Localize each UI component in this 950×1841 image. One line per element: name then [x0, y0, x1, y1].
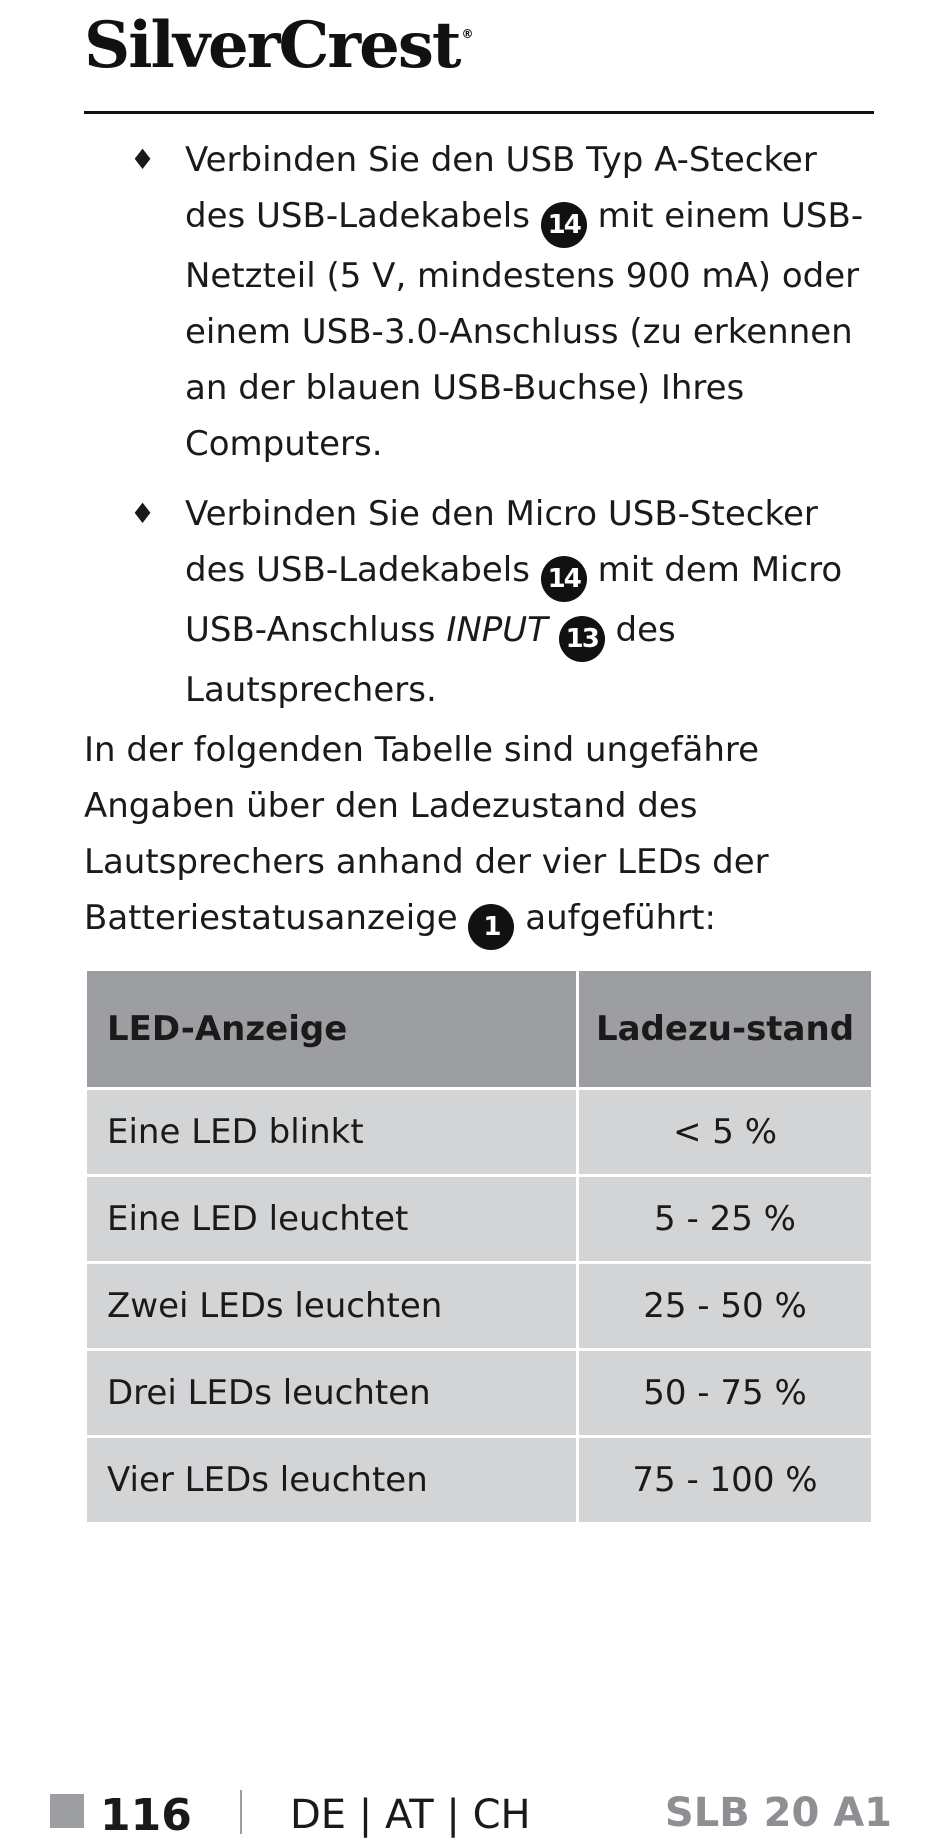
- bullet-text: mit dem Micro USB-Anschluss: [185, 550, 843, 650]
- list-item: [130, 486, 880, 718]
- ref-number-badge: 1: [468, 904, 514, 950]
- charge-cell: 5 - 25 %: [578, 1176, 873, 1263]
- ref-number-badge: 13: [559, 616, 605, 662]
- intro-paragraph: [84, 722, 874, 950]
- brand-name: SilverCrest: [84, 8, 460, 83]
- table-row: [86, 1350, 873, 1437]
- led-cell: Drei LEDs leuchten: [86, 1350, 578, 1437]
- led-cell: Vier LEDs leuchten: [86, 1437, 578, 1524]
- header-rule: [84, 111, 874, 114]
- charge-cell: < 5 %: [578, 1089, 873, 1176]
- led-cell: Zwei LEDs leuchten: [86, 1263, 578, 1350]
- table-header-row: [86, 970, 873, 1089]
- header-charge-state: Ladezu-stand: [578, 970, 873, 1089]
- bullet-text: mit einem USB-Netzteil (5 V, mindestens 900 mA) oder einem USB-3.0-Anschluss (zu erkennen an der blauen USB-Buchse) Ihres Computers.: [185, 196, 864, 464]
- brand-logo: [84, 8, 472, 83]
- charge-status-table: [84, 968, 874, 1525]
- table-row: [86, 1437, 873, 1524]
- footer-square-icon: [50, 1794, 84, 1828]
- input-label: INPUT: [446, 610, 548, 650]
- paragraph-text: aufgeführt:: [514, 898, 716, 938]
- table-row: [86, 1263, 873, 1350]
- country-codes: DE | AT | CH: [290, 1792, 531, 1838]
- footer-divider: [240, 1790, 242, 1834]
- header-led-display: LED-Anzeige: [86, 970, 578, 1089]
- led-cell: Eine LED blinkt: [86, 1089, 578, 1176]
- paragraph-text: In der folgenden Tabelle sind ungefähre Angaben über den Ladezustand des Lautsprechers anhand der vier LEDs der Batteriestatusanzeige: [84, 730, 769, 938]
- bullet-text: Verbinden Sie den Micro USB-Stecker des USB-Ladekabels: [185, 494, 818, 590]
- ref-number-badge: 14: [541, 202, 587, 248]
- registered-mark: ®: [461, 27, 472, 41]
- bullet-text: Verbinden Sie den USB Typ A-Stecker des USB-Ladekabels: [185, 140, 817, 236]
- ref-number-badge: 14: [541, 556, 587, 602]
- led-cell: Eine LED leuchtet: [86, 1176, 578, 1263]
- table-row: [86, 1089, 873, 1176]
- list-item: [130, 132, 880, 472]
- bullet-text: des Lautsprechers.: [185, 610, 676, 710]
- charge-cell: 75 - 100 %: [578, 1437, 873, 1524]
- diamond-bullet-icon: ♦: [130, 143, 156, 176]
- table-row: [86, 1176, 873, 1263]
- diamond-bullet-icon: ♦: [130, 497, 156, 530]
- page-number: 116: [100, 1790, 192, 1841]
- page-footer: [0, 1790, 950, 1841]
- instruction-list: [130, 132, 880, 732]
- charge-cell: 25 - 50 %: [578, 1263, 873, 1350]
- charge-cell: 50 - 75 %: [578, 1350, 873, 1437]
- model-number: SLB 20 A1: [664, 1790, 892, 1836]
